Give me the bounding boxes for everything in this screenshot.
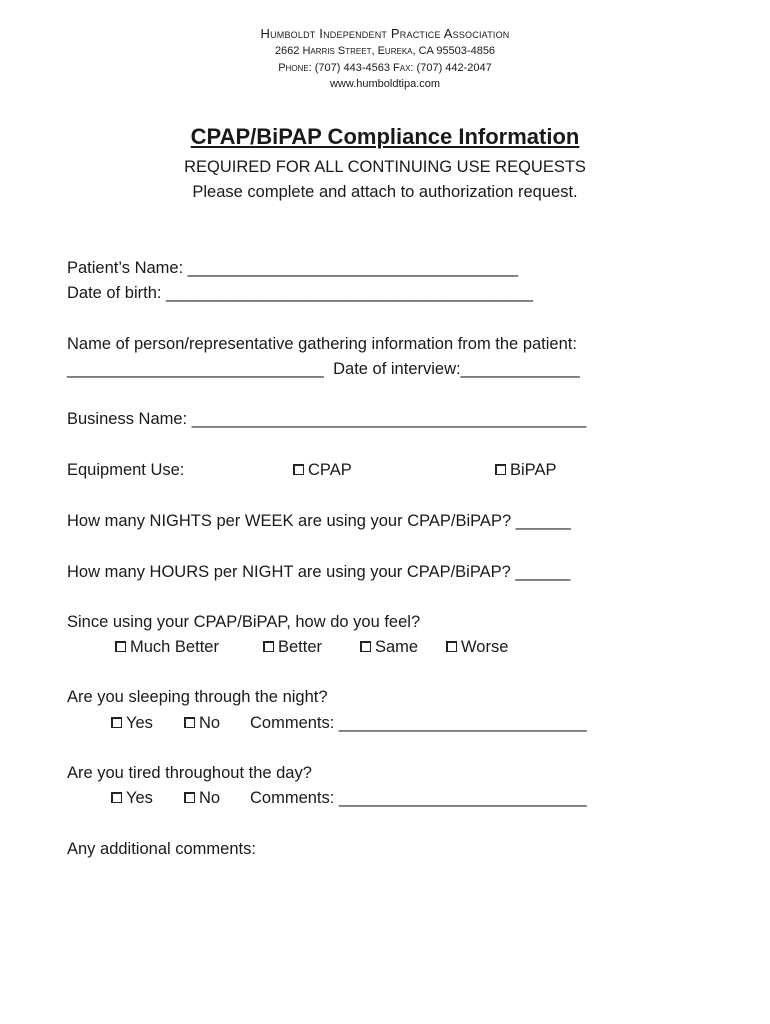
sleeping-comments-field[interactable]: Comments: ___________________________ — [250, 714, 587, 732]
feel-option-same[interactable] — [360, 638, 418, 657]
date-of-birth-field[interactable]: Date of birth: ________________________________________ — [67, 284, 534, 302]
checkbox-icon[interactable] — [495, 464, 506, 475]
org-name: Humboldt Independent Practice Association — [260, 26, 510, 41]
additional-comments-field[interactable]: Any additional comments: — [67, 840, 256, 858]
feel-question: Since using your CPAP/BiPAP, how do you feel? — [67, 613, 421, 631]
feel-option-better[interactable] — [263, 638, 322, 657]
tired-option-no[interactable] — [184, 789, 220, 808]
nights-per-week-field[interactable]: How many NIGHTS per WEEK are using your CPAP/BiPAP? ______ — [67, 512, 571, 530]
feel-option-label: Same — [375, 638, 419, 656]
checkbox-icon[interactable] — [111, 717, 122, 728]
sleeping-option-label: Yes — [126, 714, 153, 732]
org-phone-fax: Phone: (707) 443-4563 Fax: (707) 442-2047 — [278, 62, 492, 74]
feel-option-label: Much Better — [130, 638, 219, 656]
representative-and-interview-date-field[interactable]: ____________________________ Date of interview:_____________ — [67, 360, 580, 378]
equipment-use-label: Equipment Use: — [67, 461, 185, 479]
feel-option-label: Worse — [461, 638, 509, 656]
tired-comments-field[interactable]: Comments: ___________________________ — [250, 789, 587, 807]
tired-option-label: No — [199, 789, 221, 807]
feel-option-much-better[interactable] — [115, 638, 219, 657]
hours-per-night-field[interactable]: How many HOURS per NIGHT are using your CPAP/BiPAP? ______ — [67, 563, 571, 581]
business-name-field[interactable]: Business Name: ___________________________________________ — [67, 410, 587, 428]
checkbox-icon[interactable] — [263, 641, 274, 652]
equipment-option-cpap[interactable] — [293, 461, 352, 480]
tired-option-label: Yes — [126, 789, 153, 807]
checkbox-icon[interactable] — [115, 641, 126, 652]
feel-option-label: Better — [278, 638, 323, 656]
checkbox-icon[interactable] — [184, 792, 195, 803]
checkbox-icon[interactable] — [111, 792, 122, 803]
representative-label: Name of person/representative gathering information from the patient: — [67, 335, 577, 353]
feel-option-worse[interactable] — [446, 638, 508, 657]
checkbox-icon[interactable] — [184, 717, 195, 728]
sleeping-option-no[interactable] — [184, 714, 220, 733]
tired-question: Are you tired throughout the day? — [67, 764, 312, 782]
patient-name-field[interactable]: Patient’s Name: ____________________________________ — [67, 259, 519, 277]
form-subtitle-instructions: Please complete and attach to authorization request. — [192, 183, 578, 201]
sleeping-option-label: No — [199, 714, 221, 732]
equipment-option-label: BiPAP — [510, 461, 557, 479]
form-title: CPAP/BiPAP Compliance Information — [190, 124, 580, 149]
equipment-option-label: CPAP — [308, 461, 352, 479]
checkbox-icon[interactable] — [446, 641, 457, 652]
sleeping-option-yes[interactable] — [111, 714, 153, 733]
org-address: 2662 Harris Street, Eureka, CA 95503-4856 — [274, 45, 496, 57]
org-website[interactable]: www.humboldtipa.com — [329, 78, 441, 90]
checkbox-icon[interactable] — [360, 641, 371, 652]
form-subtitle-required: REQUIRED FOR ALL CONTINUING USE REQUESTS — [184, 158, 586, 176]
sleeping-question: Are you sleeping through the night? — [67, 688, 328, 706]
tired-option-yes[interactable] — [111, 789, 153, 808]
equipment-option-bipap[interactable] — [495, 461, 556, 480]
checkbox-icon[interactable] — [293, 464, 304, 475]
